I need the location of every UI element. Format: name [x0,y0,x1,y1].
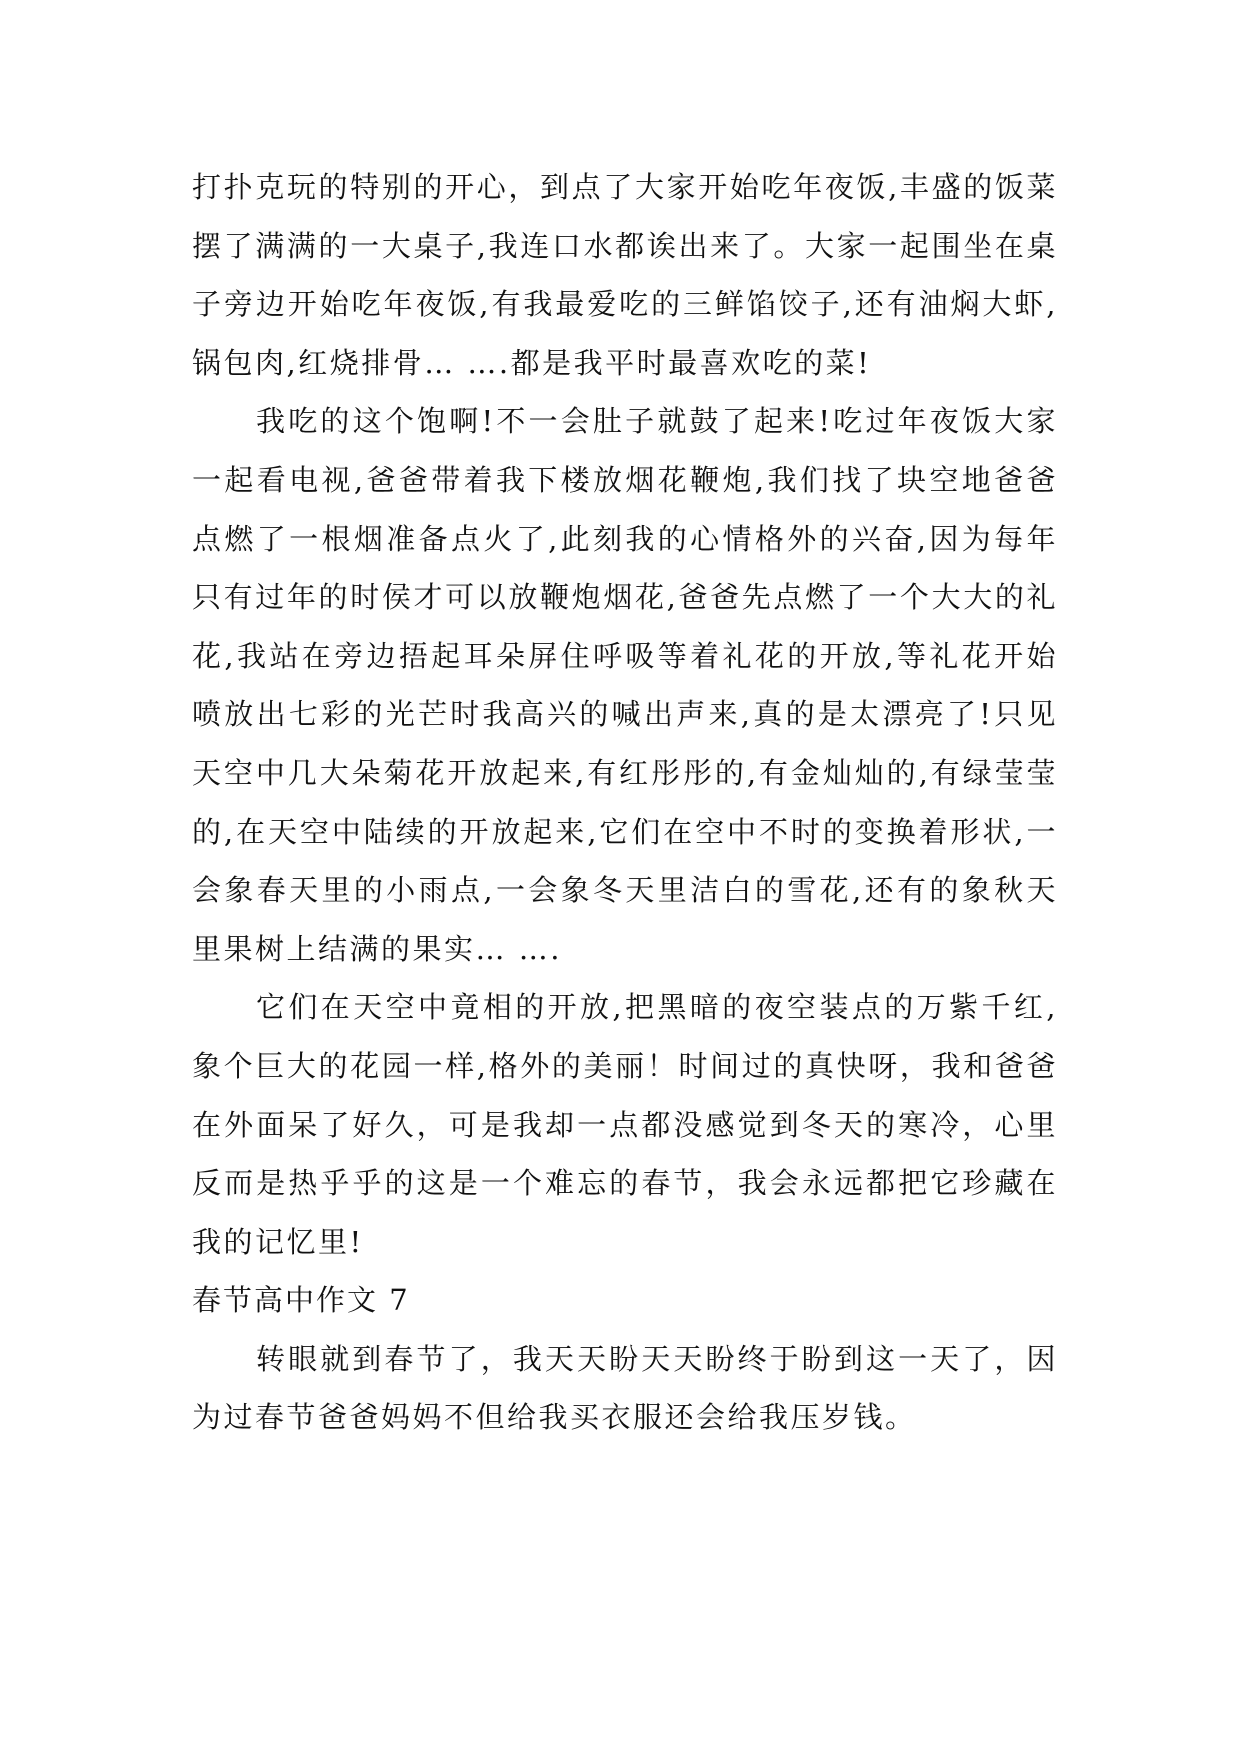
essay-heading: 春节高中作文 7 [192,1283,410,1318]
paragraph-continuation: 打扑克玩的特别的开心，到点了大家开始吃年夜饭,丰盛的饭菜摆了满满的一大桌子,我连口水都诶出来了。大家一起围坐在桌子旁边开始吃年夜饭,有我最爱吃的三鲜馅饺子,还有油焖大虾,锅包肉,红烧排骨… ….都是我平时最喜欢吃的菜! [192,170,1058,380]
paragraph-fireworks: 我吃的这个饱啊!不一会肚子就鼓了起来!吃过年夜饭大家一起看电视,爸爸带着我下楼放烟花鞭炮,我们找了块空地爸爸点燃了一根烟准备点火了,此刻我的心情格外的兴奋,因为每年只有过年的时侯才可以放鞭炮烟花,爸爸先点燃了一个大大的礼花,我站在旁边捂起耳朵屏住呼吸等着礼花的开放,等礼花开始喷放出七彩的光芒时我高兴的喊出声来,真的是太漂亮了!只见天空中几大朵菊花开放起来,有红彤彤的,有金灿灿的,有绿莹莹的,在天空中陆续的开放起来,它们在空中不时的变换着形状,一会象春天里的小雨点,一会象冬天里洁白的雪花,还有的象秋天里果树上结满的果实… …. [192,404,1058,966]
paragraph-ending: 它们在天空中竟相的开放,把黑暗的夜空装点的万紫千红,象个巨大的花园一样,格外的美丽！时间过的真快呀，我和爸爸在外面呆了好久，可是我却一点都没感觉到冬天的寒冷，心里反而是热乎乎的这是一个难忘的春节，我会永远都把它珍藏在我的记忆里! [192,990,1058,1259]
document-body [192,158,1058,1447]
paragraph-essay-7-intro: 转眼就到春节了，我天天盼天天盼终于盼到这一天了，因为过春节爸爸妈妈不但给我买衣服还会给我压岁钱。 [192,1341,1058,1435]
